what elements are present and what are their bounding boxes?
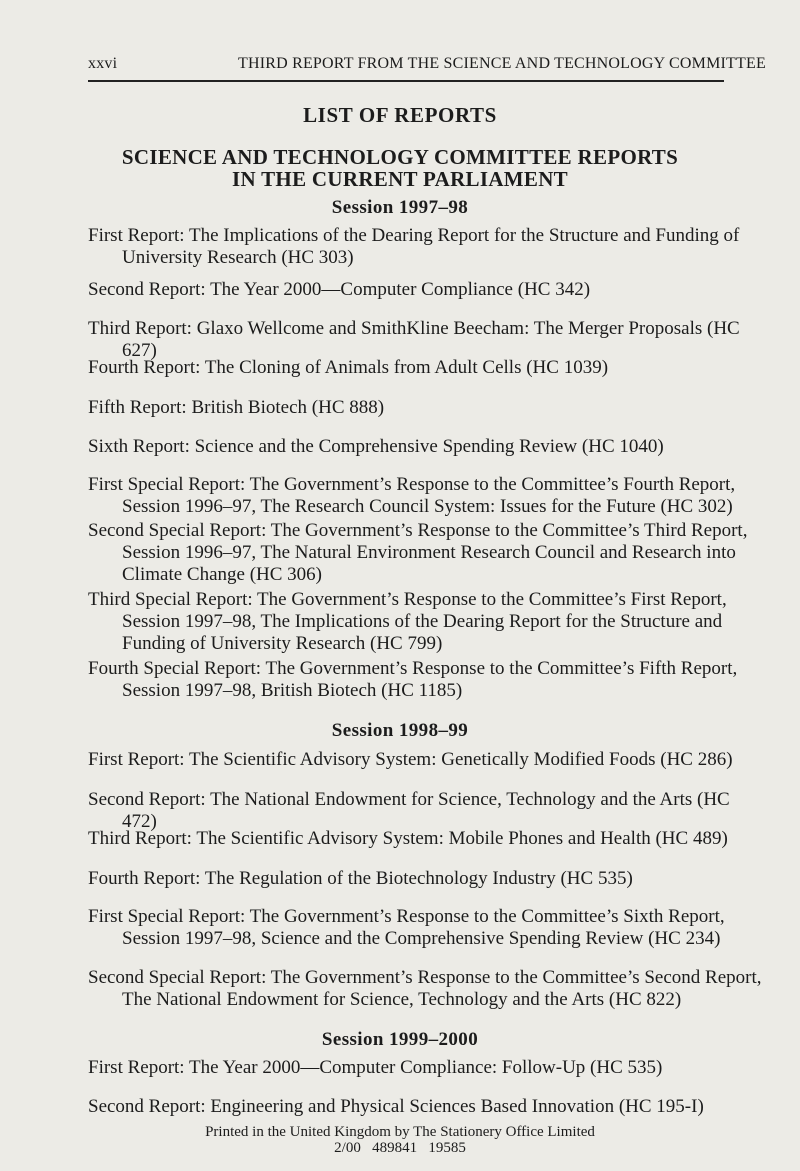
committee-title [60,146,740,190]
printer-imprint [60,1124,740,1156]
report-entry: Third Report: The Scientific Advisory System: Mobile Phones and Health (HC 489) [88,828,728,849]
report-entry: First Report: The Scientific Advisory System: Genetically Modified Foods (HC 286) [88,749,733,770]
committee-title-line-1: SCIENCE AND TECHNOLOGY COMMITTEE REPORTS [121,145,679,169]
special-report-entry: Third Special Report: The Government’s Response to the Committee’s First Report, Session 1997–98, The Implications of the Dearing Report for the Structure and Funding of University Research (HC 799) [88,589,727,654]
print-codes: 2/00 489841 19585 [334,1140,466,1156]
session-heading-1999-2000: Session 1999–2000 [321,1029,479,1050]
report-entry: Third Report: Glaxo Wellcome and SmithKline Beecham: The Merger Proposals (HC 627) [88,318,740,361]
special-report-entry: Fourth Special Report: The Government’s Response to the Committee’s Fifth Report, Session 1997–98, British Biotech (HC 1185) [88,658,738,701]
special-report-entry: Second Special Report: The Government’s Response to the Committee’s Second Report, The National Endowment for Science, Technology and the Arts (HC 822) [88,967,762,1010]
special-report-entry: First Special Report: The Government’s Response to the Committee’s Fourth Report, Session 1996–97, The Research Council System: Issues for the Future (HC 302) [88,474,736,517]
report-entry: Second Report: The Year 2000—Computer Compliance (HC 342) [88,279,591,300]
report-entry: Sixth Report: Science and the Comprehensive Spending Review (HC 1040) [88,436,664,457]
report-entry: First Report: The Year 2000—Computer Compliance: Follow-Up (HC 535) [88,1057,663,1078]
header-rule [88,80,724,82]
committee-title-line-2: IN THE CURRENT PARLIAMENT [232,167,568,191]
printer-line: Printed in the United Kingdom by The Stationery Office Limited [205,1124,595,1140]
special-report-entry: Second Special Report: The Government’s Response to the Committee’s Third Report, Session 1996–97, The Natural Environment Research Council and Research into Climate Change (HC 306) [88,520,748,585]
report-entry: Second Report: Engineering and Physical Sciences Based Innovation (HC 195-I) [88,1096,704,1117]
list-title: LIST OF REPORTS [303,103,497,127]
report-entry: Fifth Report: British Biotech (HC 888) [88,397,385,418]
running-title: THIRD REPORT FROM THE SCIENCE AND TECHNOLOGY COMMITTEE [238,55,766,72]
page-number: xxvi [88,55,118,72]
report-entry: Fourth Report: The Cloning of Animals from Adult Cells (HC 1039) [88,357,609,378]
session-heading-1997-98: Session 1997–98 [331,197,469,218]
report-entry: Fourth Report: The Regulation of the Biotechnology Industry (HC 535) [88,868,633,889]
report-entry: First Report: The Implications of the Dearing Report for the Structure and Funding of University Research (HC 303) [88,225,740,268]
report-entry: Second Report: The National Endowment for Science, Technology and the Arts (HC 472) [88,789,730,832]
special-report-entry: First Special Report: The Government’s Response to the Committee’s Sixth Report, Session 1997–98, Science and the Comprehensive Spending Review (HC 234) [88,906,725,949]
session-heading-1998-99: Session 1998–99 [331,720,469,741]
